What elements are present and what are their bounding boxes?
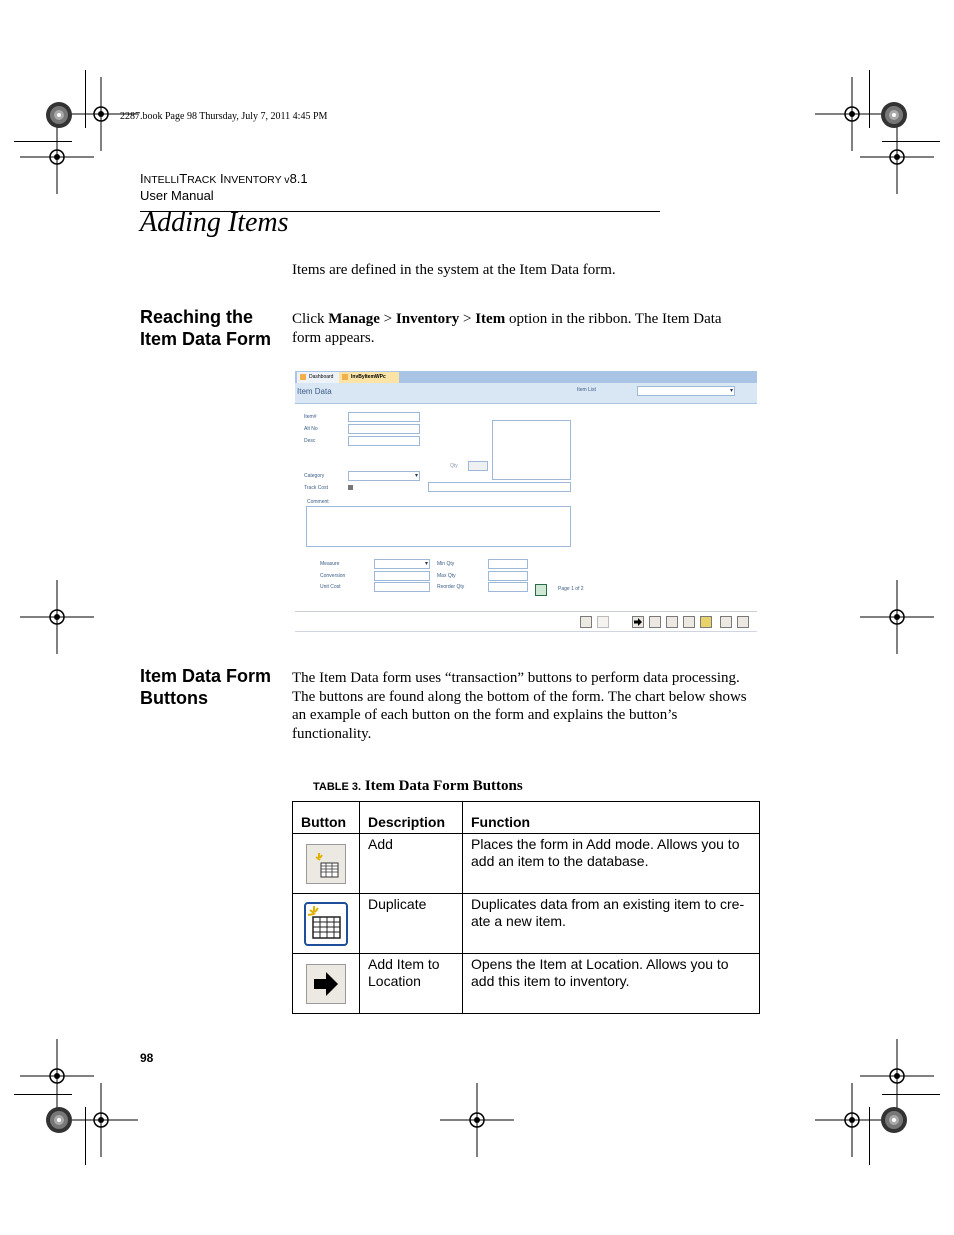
exit-icon[interactable] bbox=[737, 616, 749, 628]
reorder-qty-input[interactable] bbox=[488, 582, 528, 592]
delete-icon[interactable] bbox=[700, 616, 712, 628]
comment-textarea[interactable] bbox=[306, 506, 571, 547]
alt-no-input[interactable] bbox=[348, 424, 420, 434]
item-no-input[interactable] bbox=[348, 412, 420, 422]
arrow-right-icon bbox=[306, 964, 346, 1004]
form-header bbox=[295, 383, 757, 404]
chevron-down-icon: ▾ bbox=[414, 473, 418, 479]
item-image-box bbox=[492, 420, 571, 480]
label-alt-no: Alt No bbox=[304, 426, 318, 432]
table-header-row bbox=[293, 802, 760, 834]
arrow-right-icon[interactable] bbox=[632, 616, 644, 628]
desc-input[interactable] bbox=[348, 436, 420, 446]
label-measure: Measure bbox=[320, 561, 340, 567]
button-cell bbox=[293, 954, 360, 1014]
label-max-qty: Max Qty bbox=[437, 573, 456, 579]
category-combo[interactable] bbox=[348, 471, 420, 481]
function-cell: Opens the Item at Location. Allows you to add this item to inventory. bbox=[463, 954, 760, 1014]
min-qty-input[interactable] bbox=[488, 559, 528, 569]
duplicate-icon bbox=[304, 902, 348, 946]
label-reorder-qty: Reorder Qty bbox=[437, 584, 465, 590]
item-list-combo[interactable] bbox=[637, 386, 735, 396]
intro-paragraph: Items are defined in the system at the Item Data form. bbox=[292, 262, 616, 278]
duplicate-icon[interactable] bbox=[597, 616, 609, 628]
product-name: INTELLITRACK INVENTORY v8.1 bbox=[140, 171, 308, 186]
tab-dashboard[interactable]: Dashboard bbox=[297, 372, 347, 383]
section1-paragraph: Click Manage > Inventory > Item option in the ribbon. The Item Data form appears. bbox=[292, 311, 722, 346]
description-cell: Add bbox=[360, 834, 463, 894]
max-qty-input[interactable] bbox=[488, 571, 528, 581]
running-head bbox=[140, 171, 308, 204]
table-row bbox=[293, 894, 760, 954]
table-caption: TABLE 3. Item Data Form Buttons bbox=[313, 778, 523, 794]
section-heading-form-buttons: Item Data Form Buttons bbox=[140, 666, 272, 708]
buttons-table bbox=[292, 801, 760, 1014]
section2-paragraph: The Item Data form uses “transaction” buttons to perform data processing. The buttons are found along the bottom of the form. The chart below shows an example of each button on the form and explains the button’s functionality. bbox=[292, 670, 747, 742]
section-heading-reaching-form: Reaching the Item Data Form bbox=[140, 307, 272, 349]
header-description: Description bbox=[360, 802, 463, 834]
chapter-title: Adding Items bbox=[140, 207, 289, 238]
function-cell: Duplicates data from an existing item to cre-ate a new item. bbox=[463, 894, 760, 954]
description-cell: Duplicate bbox=[360, 894, 463, 954]
description-cell: Add Item to Location bbox=[360, 954, 463, 1014]
edit-icon[interactable] bbox=[649, 616, 661, 628]
label-desc: Desc bbox=[304, 438, 316, 444]
conversion-input[interactable] bbox=[374, 571, 430, 581]
tab-invbyitemwpc[interactable]: InvByItemWPc bbox=[339, 372, 399, 383]
print-icon[interactable] bbox=[683, 616, 695, 628]
grid-view-icon[interactable] bbox=[535, 584, 547, 596]
label-comment: Comment bbox=[307, 499, 329, 505]
button-cell bbox=[293, 894, 360, 954]
page-number: 98 bbox=[140, 1051, 154, 1065]
header-function: Function bbox=[463, 802, 760, 834]
track-cost-checkbox[interactable] bbox=[348, 485, 353, 490]
function-cell: Places the form in Add mode. Allows you to add an item to the database. bbox=[463, 834, 760, 894]
label-qty: Qty bbox=[450, 463, 458, 469]
manual-subtitle: User Manual bbox=[140, 188, 214, 203]
unit-cost-input[interactable] bbox=[374, 582, 430, 592]
label-min-qty: Min Qty bbox=[437, 561, 455, 567]
measure-combo[interactable] bbox=[374, 559, 430, 569]
document-tabs bbox=[295, 371, 757, 383]
table-row bbox=[293, 954, 760, 1014]
search-icon[interactable] bbox=[666, 616, 678, 628]
form-icon bbox=[300, 374, 306, 380]
header-button: Button bbox=[293, 802, 360, 834]
item-data-form-screenshot bbox=[295, 371, 757, 632]
item-list-label: Item List bbox=[577, 387, 596, 393]
page-info: Page 1 of 2 bbox=[558, 586, 584, 592]
table-row bbox=[293, 834, 760, 894]
transaction-toolbar bbox=[295, 611, 757, 632]
track-cost-input[interactable] bbox=[428, 482, 571, 492]
add-icon bbox=[306, 844, 346, 884]
chevron-down-icon: ▾ bbox=[424, 561, 428, 567]
label-conversion: Conversion bbox=[320, 573, 346, 579]
label-unit-cost: Unit Cost bbox=[320, 584, 341, 590]
form-title: Item Data bbox=[297, 387, 332, 396]
chevron-down-icon: ▾ bbox=[729, 388, 733, 394]
button-cell bbox=[293, 834, 360, 894]
add-icon[interactable] bbox=[580, 616, 592, 628]
form-icon bbox=[342, 374, 348, 380]
label-category: Category bbox=[304, 473, 325, 479]
label-track-cost: Track Cost bbox=[304, 485, 328, 491]
qty-input[interactable] bbox=[468, 461, 488, 471]
print-slug: 2287.book Page 98 Thursday, July 7, 2011 4:45 PM bbox=[120, 111, 328, 122]
undo-icon[interactable] bbox=[720, 616, 732, 628]
label-item-no: Item# bbox=[304, 414, 317, 420]
